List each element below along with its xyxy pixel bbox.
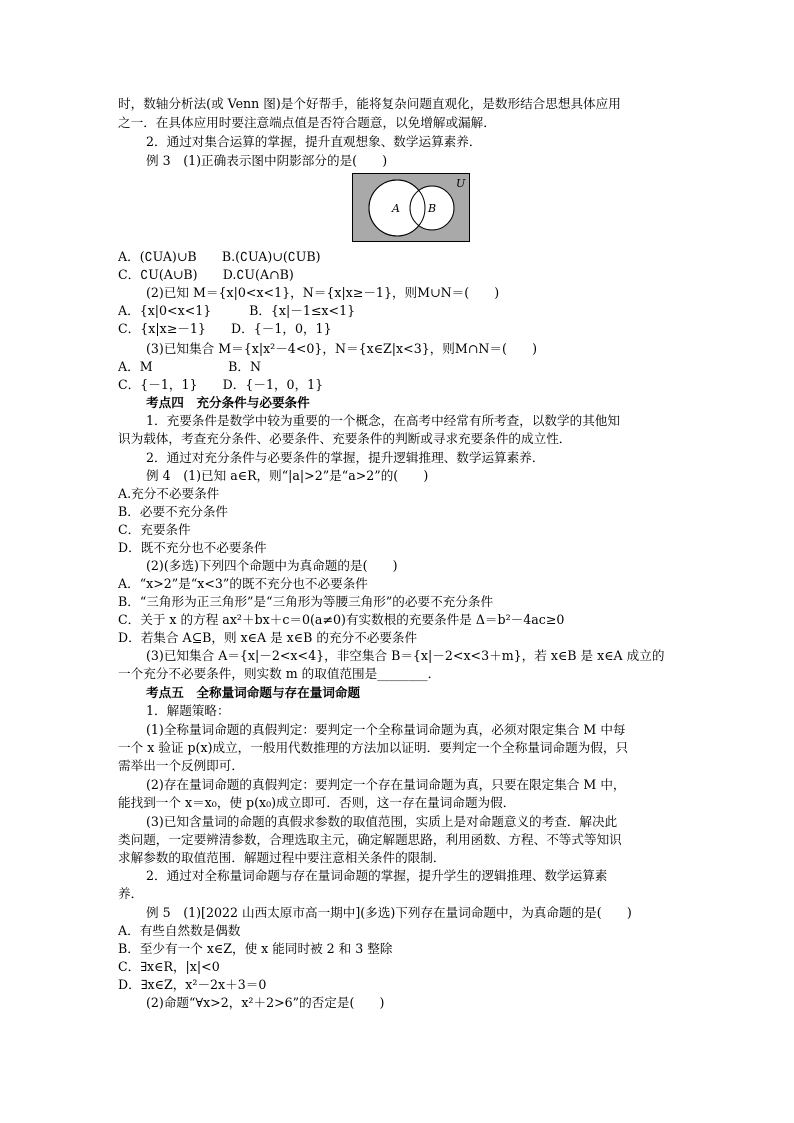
option-line: A.充分不必要条件 (118, 486, 220, 501)
question-line: (2)已知 M＝{x|0<x<1}，N＝{x|x≥－1}，则M∪N＝( ) (146, 285, 500, 300)
question-line: (2)(多选)下列四个命题中为真命题的是( ) (146, 558, 398, 573)
set-a-label: A (392, 202, 400, 215)
example-4-title: 例 4 (1)已知 a∈R，则“|a|>2”是“a>2”的( ) (146, 468, 429, 483)
option-line: D．∃x∈Z，x²－2x＋3＝0 (118, 977, 267, 992)
option-line: C．∃x∈R，|x|<0 (118, 959, 220, 974)
text-line: (3)已知含量词的命题的真假求参数的取值范围，实质上是对命题意义的考查．解决此 (146, 814, 618, 829)
text-line: 1．充要条件是数学中较为重要的一个概念，在高考中经常有所考查，以数学的其他知 (146, 413, 620, 428)
section-heading: 考点四 充分条件与必要条件 (146, 395, 310, 410)
text-line: 识为载体，考查充分条件、必要条件、充要条件的判断或寻求充要条件的成立性． (118, 431, 572, 446)
text-line: 能找到一个 x＝x₀，使 p(x₀)成立即可．否则，这一存在量词命题为假． (118, 795, 516, 810)
text-line: 时，数轴分析法(或 Venn 图)是个好帮手，能将复杂问题直观化，是数形结合思想具体应用 (118, 96, 621, 111)
text-line: 2．通过对集合运算的掌握，提升直观想象、数学运算素养． (146, 134, 482, 149)
text-line: 一个充分不必要条件，则实数 m 的取值范围是________． (118, 666, 441, 681)
text-line: 2．通过对全称量词命题与存在量词命题的掌握，提升学生的逻辑推理、数学运算素 (146, 868, 608, 883)
option-line: A．“x>2”是“x<3”的既不充分也不必要条件 (118, 576, 368, 591)
option-line: B．至少有一个 x∈Z，使 x 能同时被 2 和 3 整除 (118, 941, 393, 956)
text-line: (2)存在量词命题的真假判定：要判定一个存在量词命题为真，只要在限定集合 M 中， (146, 777, 626, 792)
option-line: B．“三角形为正三角形”是“三角形为等腰三角形”的必要不充分条件 (118, 594, 494, 609)
question-line: (3)已知集合 A＝{x|－2<x<4}，非空集合 B＝{x|－2<x<3＋m}，若 x∈B 是 x∈A 成立的 (146, 648, 665, 663)
option-line: A．{x|0<x<1} B．{x|－1≤x<1} (118, 303, 356, 318)
text-line: 类问题，一定要辨清参数，合理选取主元，确定解题思路，利用函数、方程、不等式等知识 (118, 832, 622, 847)
option-line: C．∁U(A∪B) D.∁U(A∩B) (118, 267, 294, 282)
text-line: 求解参数的取值范围．解题过程中要注意相关条件的限制． (118, 850, 446, 865)
text-line: (1)全称量词命题的真假判定：要判定一个全称量词命题为真，必须对限定集合 M 中每 (146, 722, 626, 737)
text-line: 一个 x 验证 p(x)成立，一般用代数推理的方法加以证明．要判定一个全称量词命题为假，只 (118, 740, 629, 755)
question-line: (3)已知集合 M＝{x|x²－4<0}，N＝{x∈Z|x<3}，则M∩N＝( ) (146, 341, 537, 356)
option-line: C．充要条件 (118, 522, 191, 537)
option-line: C．关于 x 的方程 ax²＋bx＋c＝0(a≠0)有实数根的充要条件是 Δ＝b²－4ac≥0 (118, 612, 565, 627)
example-3-title: 例 3 (1)正确表示图中阴影部分的是( ) (146, 153, 388, 168)
set-b-label: B (428, 202, 437, 215)
option-line: C．{－1，1} D．{－1，0，1} (118, 377, 324, 392)
text-line: 养． (118, 886, 144, 901)
question-line: (2)命题“∀x>2，x²＋2>6”的否定是( ) (146, 995, 385, 1010)
option-line: B．必要不充分条件 (118, 504, 229, 519)
option-line: D．若集合 A⊆B，则 x∈A 是 x∈B 的充分不必要条件 (118, 630, 418, 645)
text-line: 需举出一个反例即可． (118, 758, 244, 773)
universe-label: U (456, 177, 466, 190)
text-line: 2．通过对充分条件与必要条件的掌握，提升逻辑推理、数学运算素养． (146, 450, 545, 465)
text-line: 之一．在具体应用时要注意端点值是否符合题意，以免增解或漏解． (118, 115, 496, 130)
option-line: C．{x|x≥－1} D．{－1，0，1} (118, 321, 332, 336)
option-line: A．M B．N (118, 359, 262, 374)
section-heading: 考点五 全称量词命题与存在量词命题 (146, 685, 361, 700)
option-line: A．有些自然数是偶数 (118, 923, 241, 938)
example-5-title: 例 5 (1)[2022 山西太原市高一期中](多选)下列存在量词命题中，为真命题的是( ) (146, 905, 632, 920)
venn-diagram (352, 173, 470, 242)
text-line: 1．解题策略： (146, 703, 230, 718)
option-line: A．(∁UA)∪B B.(∁UA)∪(∁UB) (118, 249, 321, 264)
option-line: D．既不充分也不必要条件 (118, 540, 267, 555)
